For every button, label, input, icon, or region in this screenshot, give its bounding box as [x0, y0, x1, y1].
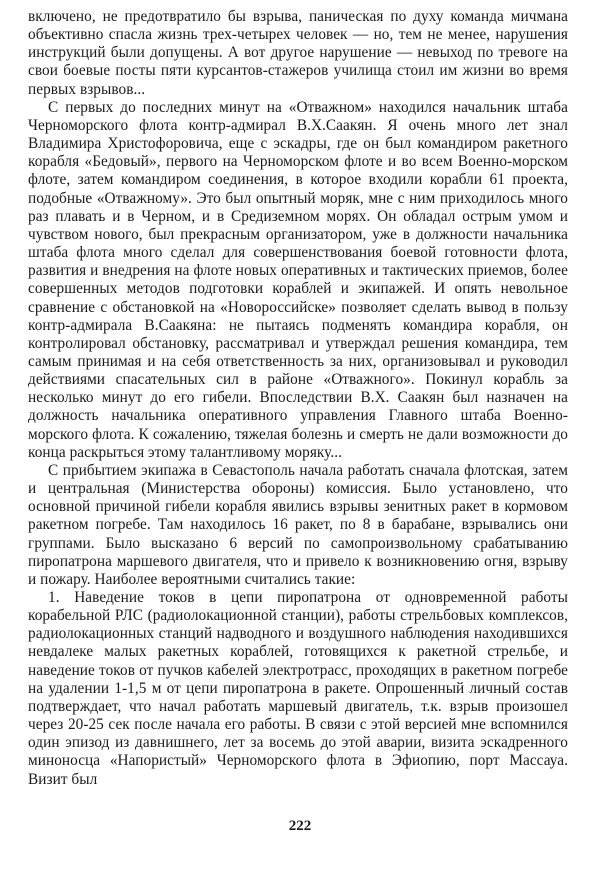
paragraph-version-1: 1. Наведение токов в цепи пиропатрона от одновременной работы корабельной РЛС (радиолокационной станции), работы стрельбовых комплексов, радиолокационных станций надводного и воздушного наблюдения находившихся невдалеке малых ракетных кораблей, готовящихся к ракетной стрельбе, и наведение токов от пучков кабелей электротрасс, проходящих в ракетном погребе на удалении 1-1,5 м от цепи пиропатрона в ракете. Опрошенный личный состав подтверждает, что начал работать маршевый двигатель, т.к. взрыв произошел через 20-25 сек после начала его работы. В связи с этой версией мне вспомнился один эпизод из давнишнего, лет за восемь до этой аварии, визита эскадренного миноносца «Напористый» Черноморского флота в Эфиопию, порт Массауа. Визит был [28, 589, 568, 788]
page-body [28, 8, 568, 789]
page-number: 222 [288, 818, 312, 834]
paragraph-saakyan: С первых до последних минут на «Отважном» находился начальник штаба Черноморского флота контр-адмирал В.Х.Саакян. Я очень много лет знал Владимира Христофоровича, еще с эскадры, где он был командиром ракетного корабля «Бедовый», первого на Черноморском флоте и во всем Военно-морском флоте, затем командиром соединения, в которое входили корабли 61 проекта, подобные «Отважному». Это был опытный моряк, мне с ним приходилось много раз плавать и в Черном, и в Средиземном морях. Он обладал острым умом и чувством нового, был прекрасным организатором, уже в должности начальника штаба флота много сделал для совершенствования боевой готовности флота, развития и внедрения на флоте новых оперативных и тактических приемов, более совершенных методов подготовки кораблей и экипажей. И опять невольное сравнение с обстановкой на «Новороссийске» позволяет сделать вывод в пользу контр-адмирала В.Саакяна: не пытаясь подменять командира корабля, он контролировал обстановку, рассматривал и утверждал решения командира, тем самым принимая и на себя ответственность за них, организовывал и руководил действиями спасательных сил в районе «Отважного». Покинул корабль за несколько минут до его гибели. Впоследствии В.Х. Саакян был назначен на должность начальника оперативного управления Главного штаба Военно-морского флота. К сожалению, тяжелая болезнь и смерть не дали возможности до конца раскрыться этому талантливому моряку... [28, 98, 568, 461]
paragraph-commission: С прибытием экипажа в Севастополь начала работать сначала флотская, затем и центральная (Министерства обороны) комиссия. Было установлено, что основной причиной гибели корабля явились взрывы зенитных ракет в кормовом ракетном погребе. Там находилось 16 ракет, по 8 в барабане, взрывались они группами. Было высказано 6 версий по самопроизвольному срабатыванию пиропатрона маршевого двигателя, что и привело к возникновению огня, взрыву и пожару. Наиболее вероятными считались такие: [28, 461, 568, 588]
paragraph-continuation: включено, не предотвратило бы взрыва, паническая по духу команда мичмана объективно спасла жизнь трех-четырех человек — но, тем не менее, нарушения инструкций были допущены. А вот другое нарушение — невыход по тревоге на свои боевые посты пяти курсантов-стажеров училища стоил им жизни во время первых взрывов... [28, 8, 568, 98]
